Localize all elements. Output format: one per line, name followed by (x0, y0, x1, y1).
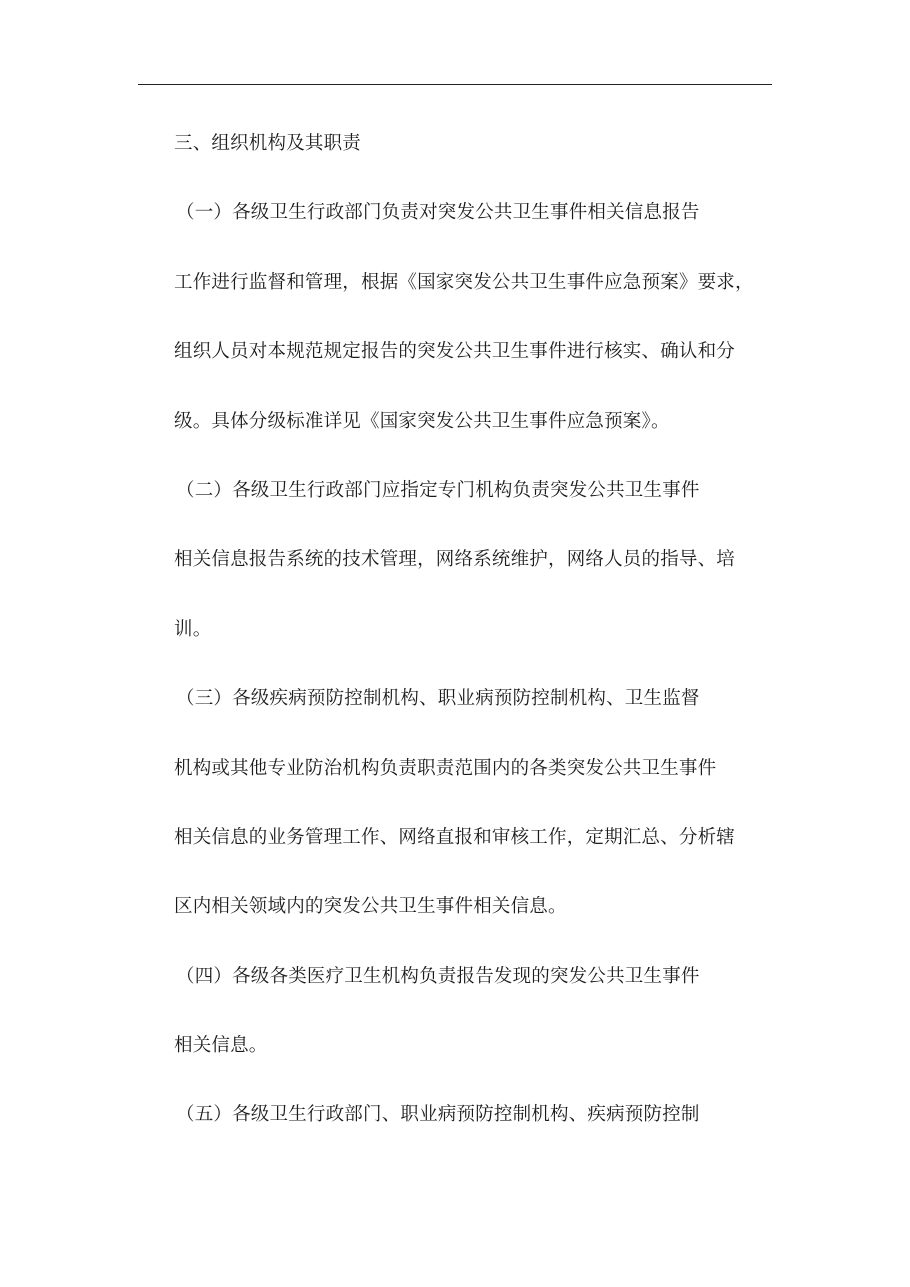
section-heading: 三、组织机构及其职责 (174, 133, 362, 154)
paragraph-1-line-1: （一）各级卫生行政部门负责对突发公共卫生事件相关信息报告 (176, 202, 700, 224)
paragraph-1-line-4: 级。具体分级标准详见《国家突发公共卫生事件应急预案》。 (174, 410, 670, 432)
paragraph-2-line-2: 相关信息报告系统的技术管理，网络系统维护，网络人员的指导、培 (174, 549, 736, 571)
paragraph-2-line-3: 训。 (174, 618, 212, 640)
paragraph-5-line-1: （五）各级卫生行政部门、职业病预防控制机构、疾病预防控制 (176, 1104, 700, 1126)
paragraph-3-line-2: 机构或其他专业防治机构负责职责范围内的各类突发公共卫生事件 (174, 757, 717, 779)
paragraph-2-line-1: （二）各级卫生行政部门应指定专门机构负责突发公共卫生事件 (176, 479, 700, 501)
paragraph-4-line-1: （四）各级各类医疗卫生机构负责报告发现的突发公共卫生事件 (176, 965, 700, 987)
paragraph-3-line-4: 区内相关领域内的突发公共卫生事件相关信息。 (174, 896, 567, 918)
paragraph-3-line-3: 相关信息的业务管理工作、网络直报和审核工作，定期汇总、分析辖 (174, 826, 736, 848)
paragraph-4-line-2: 相关信息。 (174, 1035, 268, 1057)
document-body (174, 124, 774, 1165)
header-rule (138, 84, 772, 85)
paragraph-3-line-1: （三）各级疾病预防控制机构、职业病预防控制机构、卫生监督 (176, 688, 700, 710)
paragraph-1-line-2: 工作进行监督和管理，根据《国家突发公共卫生事件应急预案》要求， (174, 271, 754, 293)
paragraph-1-line-3: 组织人员对本规范规定报告的突发公共卫生事件进行核实、确认和分 (174, 341, 736, 363)
